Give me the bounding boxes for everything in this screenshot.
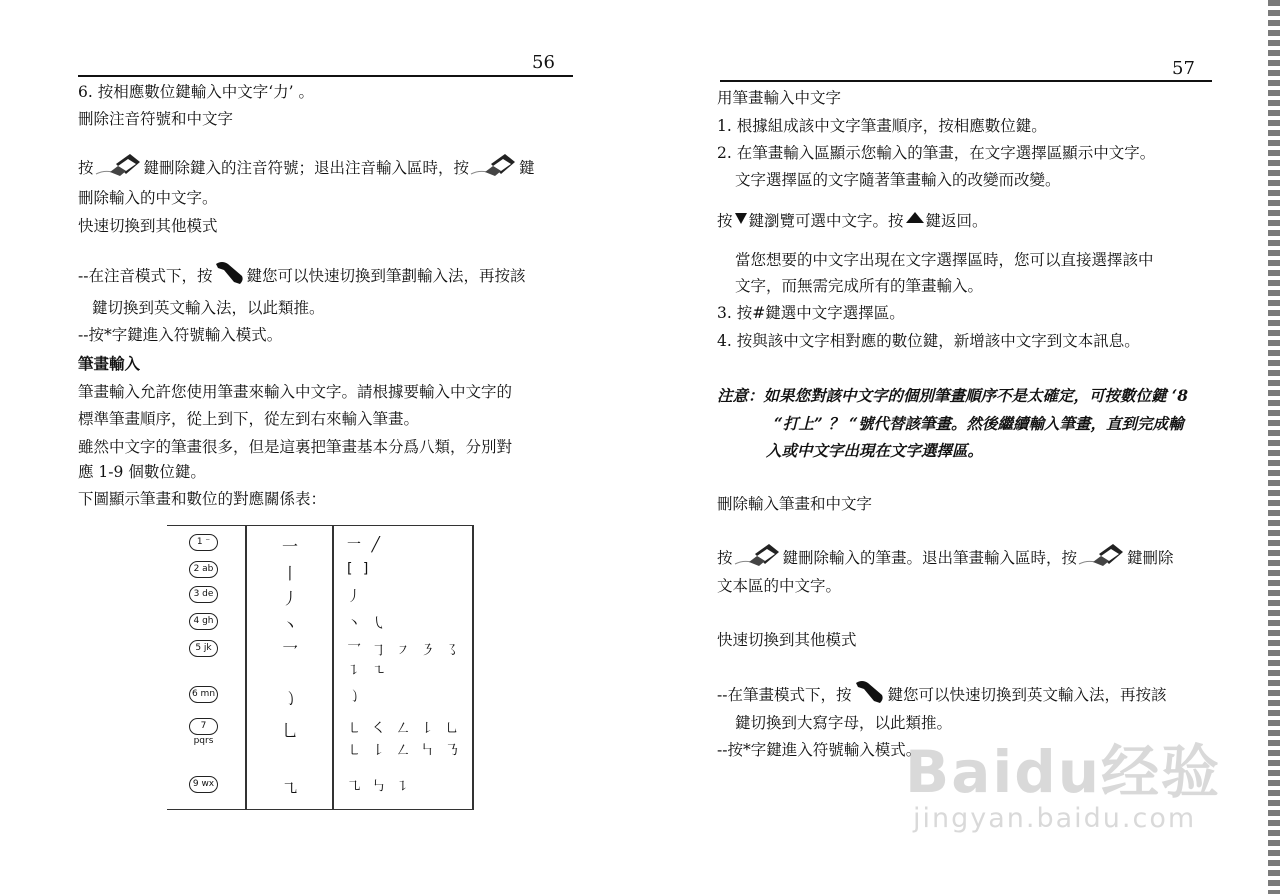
section-heading: 用筆畫輸入中文字 xyxy=(717,89,842,107)
text-fragment: 鍵刪除鍵入的注音符號；退出注音輸入區時，按 xyxy=(143,158,470,177)
stroke-basic: 乛 xyxy=(282,643,299,662)
text-line: 當您想要的中文字出現在文字選擇區時，您可以直接選擇該中 xyxy=(735,251,1154,269)
text-line xyxy=(78,150,535,185)
section-heading: 筆畫輸入 xyxy=(78,354,141,373)
text-fragment: 按 xyxy=(717,211,733,230)
text-fragment: 鍵返回。 xyxy=(925,211,988,230)
stroke-basic: 丶 xyxy=(282,616,299,635)
stroke-variants: ㇄ ㇙ ㇜ ㇞ ㇡ xyxy=(347,743,462,759)
stroke-variants: [ ] xyxy=(347,561,372,577)
stroke-variants: 一 ╱ xyxy=(347,537,383,553)
page-number-right: 57 xyxy=(1172,58,1195,79)
number-key-icon: 6 mn xyxy=(189,686,218,703)
text-line: 1. 根據組成該中文字筆畫順序，按相應數位鍵。 xyxy=(717,117,1047,135)
stroke-basic: ㇈ xyxy=(282,779,299,798)
text-line: 下圖顯示筆畫和數位的對應關係表： xyxy=(78,490,327,508)
text-line: 文字選擇區的文字隨著筆畫輸入的改變而改變。 xyxy=(735,171,1061,189)
text-line: 2. 在筆畫輸入區顯示您輸入的筆畫，在文字選擇區顯示中文字。 xyxy=(717,144,1156,162)
stroke-variants: 丶 ㇂ xyxy=(347,616,389,632)
header-rule-right xyxy=(720,80,1212,82)
eraser-key-icon xyxy=(1077,540,1127,575)
text-fragment: 鍵您可以快速切換到筆劃輸入法，再按該 xyxy=(246,266,526,285)
number-key-icon: 4 gh xyxy=(189,613,218,630)
text-line: 鍵切換到大寫字母，以此類推。 xyxy=(735,714,953,732)
number-key-icon: 9 wx xyxy=(189,776,218,793)
stroke-variants: ㇈ ㇉ ㇊ xyxy=(347,779,413,795)
text-line: 文字，而無需完成所有的筆畫輸入。 xyxy=(735,277,984,295)
page-number-left: 56 xyxy=(532,52,555,73)
text-fragment: 鍵刪除 xyxy=(1127,548,1174,567)
stroke-variants: 丿 xyxy=(347,589,364,605)
stroke-mapping-table xyxy=(167,525,474,810)
stroke-variants: ㇄ ㇛ ㇜ ㇙ ㇟ xyxy=(347,721,462,737)
section-heading: 刪除輸入筆畫和中文字 xyxy=(717,495,873,513)
text-line: --按*字鍵進入符號輸入模式。 xyxy=(78,326,283,344)
text-line: 應 1-9 個數位鍵。 xyxy=(78,463,206,481)
stroke-variants: ㇁ xyxy=(347,689,364,705)
note-line xyxy=(717,386,1188,406)
text-line xyxy=(717,677,1167,712)
stroke-basic: ㇁ xyxy=(282,689,299,708)
text-fragment: --在注音模式下，按 xyxy=(78,266,213,285)
note-text: 入或中文字出現在文字選擇區。 xyxy=(766,441,984,460)
text-fragment: --在筆畫模式下，按 xyxy=(717,685,852,704)
text-fragment: 鍵您可以快速切換到英文輸入法，再按該 xyxy=(887,685,1167,704)
text-line: 4. 按與該中文字相對應的數位鍵，新增該中文字到文本訊息。 xyxy=(717,332,1140,350)
text-line xyxy=(78,258,526,293)
note-text: “打上” ？ “號代替該筆畫。然後繼續輸入筆畫，直到完成輸 xyxy=(774,414,1184,433)
text-line: 鍵切換到英文輸入法，以此類推。 xyxy=(92,299,325,317)
watermark-logo-text: Baidu经验 xyxy=(905,738,1222,806)
number-key-icon: 3 de xyxy=(189,586,218,603)
text-line: 筆畫輸入允許您使用筆畫來輸入中文字。請根據要輸入中文字的 xyxy=(78,383,513,401)
phone-handset-icon xyxy=(212,258,246,293)
stroke-variants: ㇊ ㇍ xyxy=(347,663,389,679)
stroke-basic: 乚 xyxy=(282,721,299,740)
table-divider xyxy=(332,526,334,809)
text-line xyxy=(717,540,1174,575)
eraser-key-icon xyxy=(469,150,519,185)
stroke-variants: 乛 ㇆ ㇇ ㇋ ㇌ xyxy=(347,643,462,659)
number-key-icon: 7 pqrs xyxy=(189,718,218,735)
watermark-url: jingyan.baidu.com xyxy=(913,803,1197,834)
text-line: 6. 按相應數位鍵輸入中文字‘力’ 。 xyxy=(78,83,314,101)
triangle-down-icon xyxy=(733,210,749,231)
book-binding-edge xyxy=(1268,0,1280,894)
section-heading: 快速切換到其他模式 xyxy=(717,631,857,649)
table-divider xyxy=(245,526,247,809)
note-label: 注意： xyxy=(717,386,764,405)
section-heading: 刪除注音符號和中文字 xyxy=(78,110,234,128)
text-fragment: 按 xyxy=(717,548,733,567)
text-fragment: 按 xyxy=(78,158,94,177)
stroke-basic: 丿 xyxy=(282,589,299,608)
text-fragment: 鍵瀏覽可選中文字。按 xyxy=(748,211,904,230)
text-fragment: 鍵刪除輸入的筆畫。退出筆畫輸入區時，按 xyxy=(782,548,1078,567)
stroke-basic: 一 xyxy=(282,537,299,556)
eraser-key-icon xyxy=(94,150,144,185)
number-key-icon: 5 jk xyxy=(189,640,218,657)
text-line: 3. 按#鍵選中文字選擇區。 xyxy=(717,304,905,322)
text-fragment: 鍵 xyxy=(519,158,535,177)
text-line xyxy=(717,210,988,231)
text-line: 文本區的中文字。 xyxy=(717,577,842,595)
number-key-icon: 1 ⁻ xyxy=(189,534,218,551)
section-heading: 快速切換到其他模式 xyxy=(78,217,218,235)
text-line: 刪除輸入的中文字。 xyxy=(78,189,218,207)
number-key-icon: 2 ab xyxy=(189,561,218,578)
triangle-up-icon xyxy=(904,210,926,231)
text-line: --按*字鍵進入符號輸入模式。 xyxy=(717,741,922,759)
text-line: 標準筆畫順序，從上到下，從左到右來輸入筆畫。 xyxy=(78,410,420,428)
note-text: 如果您對該中文字的個別筆畫順序不是太確定，可按數位鍵 ‘8 xyxy=(763,386,1189,405)
header-rule-left xyxy=(78,75,573,77)
baidu-watermark xyxy=(905,725,1245,845)
phone-handset-icon xyxy=(851,677,887,712)
stroke-basic: 丨 xyxy=(282,564,299,583)
eraser-key-icon xyxy=(733,540,783,575)
table-divider xyxy=(472,526,474,809)
text-line: 雖然中文字的筆畫很多，但是這裏把筆畫基本分爲八類，分別對 xyxy=(78,438,513,456)
